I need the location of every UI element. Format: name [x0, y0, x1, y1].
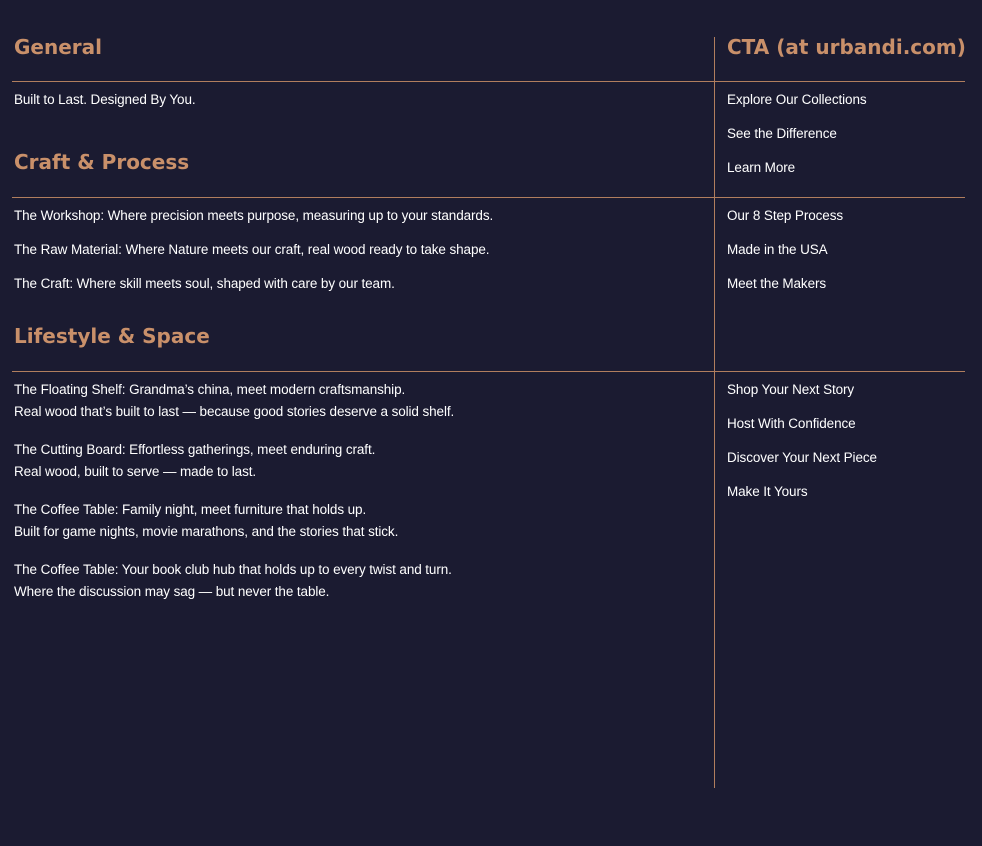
- craft-line-raw-material: The Raw Material: Where Nature meets our craft, real wood ready to take shape.: [14, 242, 490, 257]
- lifestyle-entry-board-line1: The Cutting Board: Effortless gatherings, meet enduring craft.: [14, 442, 376, 457]
- cta-shop-next-story[interactable]: Shop Your Next Story: [727, 382, 855, 397]
- cta-made-in-usa[interactable]: Made in the USA: [727, 242, 828, 257]
- rule-lifestyle: [12, 371, 965, 372]
- cta-discover-next-piece[interactable]: Discover Your Next Piece: [727, 450, 877, 465]
- lifestyle-entry-shelf-line2: Real wood that’s built to last — because good stories deserve a solid shelf.: [14, 404, 455, 419]
- cta-host-with-confidence[interactable]: Host With Confidence: [727, 416, 856, 431]
- general-heading: General: [14, 35, 102, 59]
- general-line: Built to Last. Designed By You.: [14, 92, 196, 107]
- lifestyle-space-heading: Lifestyle & Space: [14, 324, 210, 348]
- lifestyle-entry-bookclub-line2: Where the discussion may sag — but never the table.: [14, 584, 330, 599]
- rule-general: [12, 81, 965, 82]
- cta-make-it-yours[interactable]: Make It Yours: [727, 484, 808, 499]
- lifestyle-entry-shelf-line1: The Floating Shelf: Grandma’s china, meet modern craftsmanship.: [14, 382, 406, 397]
- craft-line-craft: The Craft: Where skill meets soul, shaped with care by our team.: [14, 276, 395, 291]
- cta-see-difference[interactable]: See the Difference: [727, 126, 837, 141]
- craft-line-workshop: The Workshop: Where precision meets purpose, measuring up to your standards.: [14, 208, 494, 223]
- cta-explore-collections[interactable]: Explore Our Collections: [727, 92, 867, 107]
- lifestyle-entry-table-line1: The Coffee Table: Family night, meet furniture that holds up.: [14, 502, 367, 517]
- rule-craft: [12, 197, 715, 198]
- cta-meet-makers[interactable]: Meet the Makers: [727, 276, 827, 291]
- cta-8-step-process[interactable]: Our 8 Step Process: [727, 208, 844, 223]
- cta-learn-more[interactable]: Learn More: [727, 160, 796, 175]
- rule-craft-cta: [714, 197, 965, 198]
- lifestyle-entry-bookclub-line1: The Coffee Table: Your book club hub that holds up to every twist and turn.: [14, 562, 452, 577]
- cta-column-heading: CTA (at urbandi.com): [727, 35, 966, 59]
- lifestyle-entry-board-line2: Real wood, built to serve — made to last.: [14, 464, 257, 479]
- lifestyle-entry-table-line2: Built for game nights, movie marathons, and the stories that stick.: [14, 524, 399, 539]
- column-divider: [714, 37, 715, 788]
- craft-process-heading: Craft & Process: [14, 150, 190, 174]
